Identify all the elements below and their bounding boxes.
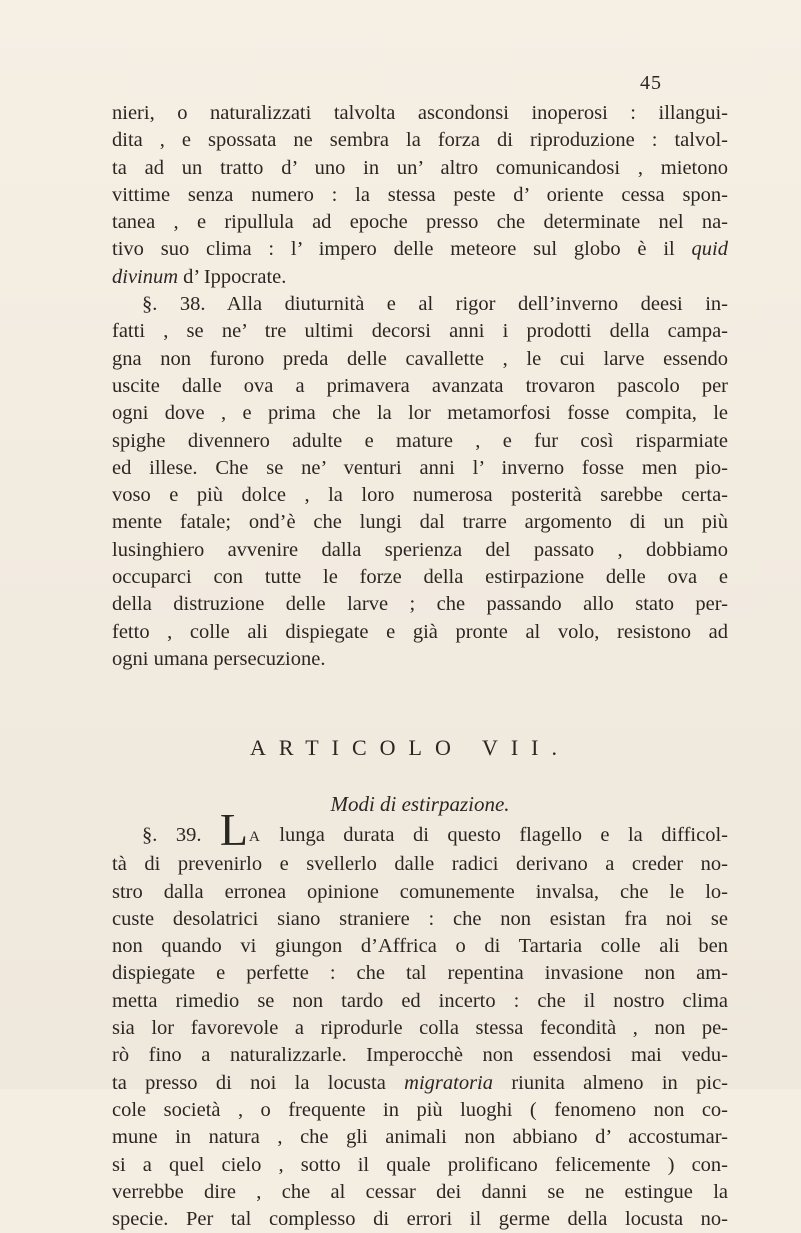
text-line: fatti , se ne’ tre ultimi decorsi anni i prodotti della campa- bbox=[112, 320, 728, 343]
text-line: fetto , colle ali dispiegate e già pronte al volo, resistono ad bbox=[112, 620, 728, 643]
text-fragment: d’ Ippocrate. bbox=[183, 265, 287, 288]
text-line: occuparci con tutte le forze della estirpazione delle ova e bbox=[112, 566, 728, 589]
text-line: mente fatale; ond’è che lungi dal trarre argomento di un più bbox=[112, 511, 728, 534]
text-line: voso e più dolce , la loro numerosa posterità sarebbe certa- bbox=[112, 484, 728, 507]
text-line: metta rimedio se non tardo ed incerto : che il nostro clima bbox=[112, 989, 728, 1012]
text-line-with-italic bbox=[112, 236, 728, 263]
text-line: si a quel cielo , sotto il quale prolificano felicemente ) con- bbox=[112, 1153, 728, 1176]
italic-divinum: divinum bbox=[112, 265, 179, 288]
italic-quid: quid bbox=[691, 238, 728, 261]
text-line: ogni dove , e prima che la lor metamorfosi fosse compita, le bbox=[112, 402, 728, 425]
text-line: tanea , e ripullula ad epoche presso che determinate nel na- bbox=[112, 211, 728, 234]
text-fragment: tivo suo clima : l’ impero delle meteore sul globo è il bbox=[112, 238, 675, 261]
text-line: vittime senza numero : la stessa peste d’ oriente cessa spon- bbox=[112, 183, 728, 206]
page-number: 45 bbox=[640, 72, 662, 94]
text-line: verrebbe dire , che al cessar dei danni se ne estingue la bbox=[112, 1180, 728, 1203]
text-line: sia lor favorevole a riprodurle colla stessa fecondità , non pe- bbox=[112, 1017, 728, 1040]
text-line: gna non furono preda delle cavallette , le cui larve essendo bbox=[112, 347, 728, 370]
text-line: mune in natura , che gli animali non abbiano d’ accostumar- bbox=[112, 1126, 728, 1149]
text-fragment: riunita almeno in pic- bbox=[511, 1071, 728, 1094]
text-line: non quando vi giungon d’Affrica o di Tartaria colle ali ben bbox=[112, 935, 728, 958]
text-line: rò fino a naturalizzarle. Imperocchè non essendosi mai vedu- bbox=[112, 1044, 728, 1067]
text-line: specie. Per tal complesso di errori il germe della locusta no- bbox=[112, 1208, 728, 1231]
text-line: ed illese. Che se ne’ venturi anni l’ inverno fosse men pio- bbox=[112, 456, 728, 479]
text-line: stro dalla erronea opinione comunemente invalsa, che le lo- bbox=[112, 880, 728, 903]
text-line-with-italic bbox=[112, 264, 728, 291]
text-line: cole società , o frequente in più luoghi ( fenomeno non co- bbox=[112, 1098, 728, 1121]
italic-migratoria: migratoria bbox=[404, 1071, 494, 1094]
text-line: ta ad un tratto d’ uno in un’ altro comunicandosi , mietono bbox=[112, 156, 728, 179]
text-line: nieri, o naturalizzati talvolta ascondonsi inoperosi : illangui- bbox=[112, 102, 728, 124]
text-line: dita , e spossata ne sembra la forza di riproduzione : talvol- bbox=[112, 129, 728, 152]
text-line: dispiegate e perfette : che tal repentina invasione non am- bbox=[112, 962, 728, 985]
text-line: spighe divennero adulte e mature , e fur così risparmiate bbox=[112, 429, 728, 452]
article-heading: ARTICOLO VII. bbox=[249, 735, 571, 760]
text-line: ogni umana persecuzione. bbox=[112, 647, 326, 670]
text-line: tà di prevenirlo e svellerlo dalle radici derivano a creder no- bbox=[112, 853, 728, 876]
text-fragment: ta presso di noi la locusta bbox=[112, 1071, 386, 1094]
text-line: §. 38. Alla diuturnità e al rigor dell’inverno deesi in- bbox=[142, 293, 728, 316]
text-fragment: lunga durata di questo flagello e la difficol- bbox=[279, 824, 728, 846]
text-line: della distruzione delle larve ; che passando allo stato per- bbox=[112, 593, 728, 616]
section-subheading: Modi di estirpazione. bbox=[330, 792, 510, 816]
paragraph-number: §. 39. bbox=[142, 824, 202, 846]
text-line: lusinghiero avvenire dalla sperienza del passato , dobbiamo bbox=[112, 538, 728, 561]
text-block-upper bbox=[112, 100, 728, 673]
text-line-with-italic bbox=[112, 1070, 728, 1097]
text-line: custe desolatrici siano straniere : che non esistan fra noi se bbox=[112, 907, 728, 930]
small-caps: A bbox=[249, 829, 261, 845]
text-line: uscite dalle ova a primavera avanzata trovaron pascolo per bbox=[112, 374, 728, 397]
drop-cap: L bbox=[219, 804, 249, 855]
